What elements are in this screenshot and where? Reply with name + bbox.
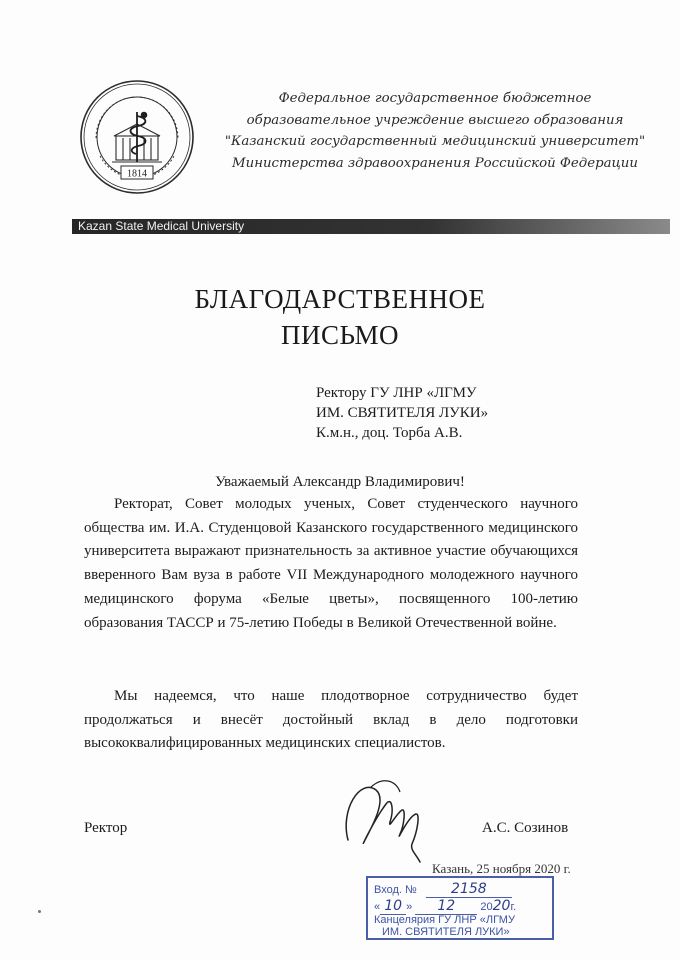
scan-speck <box>38 910 41 913</box>
addressee-block <box>316 383 488 443</box>
stamp-office-line1: Канцелярия ГУ ЛНР «ЛГМУ <box>374 914 515 926</box>
stamp-incoming-label: Вход. № <box>374 884 417 896</box>
signatory-name: А.С. Созинов <box>482 820 569 836</box>
signatory-title: Ректор <box>84 820 128 836</box>
addressee-line: ИМ. СВЯТИТЕЛЯ ЛУКИ» <box>316 405 489 421</box>
header-band <box>72 219 670 234</box>
org-line: "Казанский государственный медицинский университет" <box>224 134 646 149</box>
letter-title-line2: ПИСЬМО <box>281 320 399 350</box>
stamp-incoming-number: 2158 <box>426 881 512 898</box>
university-seal-logo <box>78 78 196 196</box>
letter-date: Казань, 25 ноября 2020 г. <box>432 861 571 876</box>
stamp-day: 10 <box>380 898 406 915</box>
handwritten-signature <box>330 770 450 865</box>
stamp-year-suffix: 20 <box>492 898 511 914</box>
org-line: образовательное учреждение высшего образования <box>246 112 624 128</box>
incoming-registration-stamp: Вход. № 2158 « 10 » 12 2020г. Канцелярия ГУ ЛНР «ЛГМУ ИМ. СВЯТИТЕЛЯ ЛУКИ» <box>366 876 554 940</box>
stamp-month: 12 <box>415 898 477 915</box>
stamp-year-prefix: 20 <box>480 901 493 913</box>
seal-year: 1814 <box>127 168 147 180</box>
org-line: Федеральное государственное бюджетное <box>278 91 592 106</box>
addressee-line: К.м.н., доц. Торба А.В. <box>316 425 463 441</box>
addressee-line: Ректору ГУ ЛНР «ЛГМУ <box>316 385 477 401</box>
body-paragraph: Ректорат, Совет молодых ученых, Совет студенческого научного общества им. И.А. Студенцовой Казанского государственного медицинского университета выражают признательность за активное участие обучающихся вверенного Вам вуза в работе VII Международного молодежного научного медицинского форума «Белые цветы», посвященного 100-летию образования ТАССР и 75-летию Победы в Великой Отечественной войне. <box>84 496 578 631</box>
letter-title-line1: БЛАГОДАРСТВЕННОЕ <box>194 284 486 314</box>
band-text: Kazan State Medical University <box>78 219 245 233</box>
organization-header <box>210 88 660 174</box>
stamp-office-line2: ИМ. СВЯТИТЕЛЯ ЛУКИ» <box>382 926 510 938</box>
org-line: Министерства здравоохранения Российской Федерации <box>232 155 638 171</box>
body-paragraph: Мы надеемся, что наше плодотворное сотрудничество будет продолжаться и внесёт достойный вклад в дело подготовки высококвалифицированных медицинских специалистов. <box>84 688 578 752</box>
greeting: Уважаемый Александр Владимирович! <box>215 474 465 490</box>
